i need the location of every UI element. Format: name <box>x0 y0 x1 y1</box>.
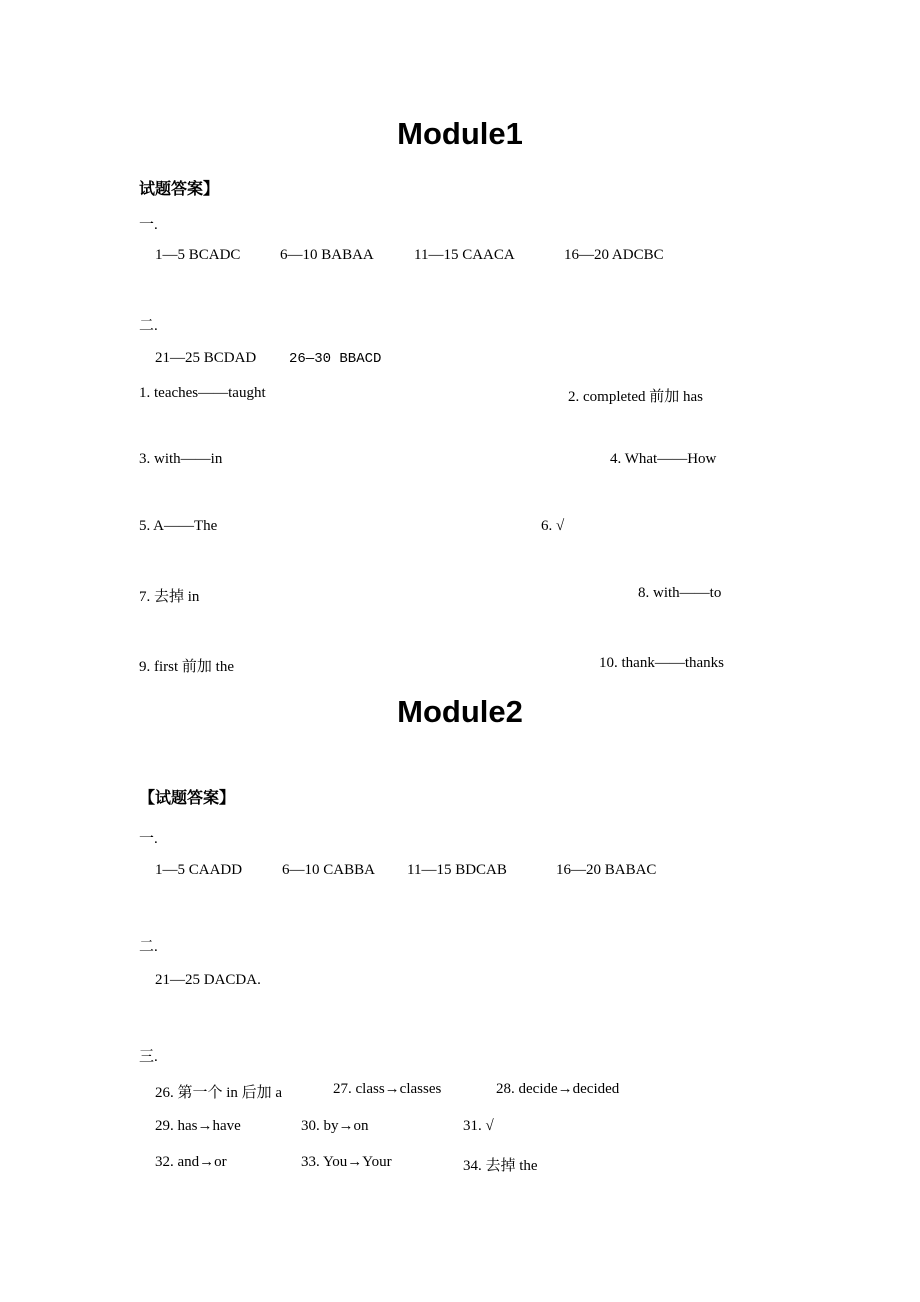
module2-answer-group: 1—5 CAADD <box>155 862 243 878</box>
module1-answer-group: 26—30 BBACD <box>289 351 382 367</box>
module2-section1-label: 一. <box>139 831 158 847</box>
module1-answers-heading: 试题答案】 <box>139 179 220 198</box>
module1-section2-label: 二. <box>139 318 158 334</box>
module2-answer-group: 6—10 CABBA <box>282 862 375 878</box>
module1-correction: 2. completed 前加 has <box>568 389 703 405</box>
module2-correction: 28. decide→decided <box>496 1081 620 1097</box>
module1-correction: 6. √ <box>541 518 565 534</box>
module1-correction: 4. What——How <box>610 451 717 467</box>
module1-answer-group: 21—25 BCDAD <box>155 350 257 366</box>
module1-answer-group: 6—10 BABAA <box>280 247 374 263</box>
module2-correction: 29. has→have <box>155 1118 241 1134</box>
module1-correction: 3. with——in <box>139 451 223 467</box>
module2-correction: 27. class→classes <box>333 1081 442 1097</box>
module1-correction: 1. teaches——taught <box>139 385 266 401</box>
module2-answer-group: 11—15 BDCAB <box>407 862 507 878</box>
module2-correction: 33. You→Your <box>301 1154 392 1170</box>
module1-title: Module1 <box>397 116 523 151</box>
module1-correction: 7. 去掉 in <box>139 589 200 605</box>
module1-correction: 8. with——to <box>638 585 722 601</box>
module2-section2-label: 二. <box>139 939 158 955</box>
module2-correction: 32. and→or <box>155 1154 227 1170</box>
module2-title: Module2 <box>397 694 523 729</box>
module2-correction: 30. by→on <box>301 1118 369 1134</box>
module1-answer-group: 11—15 CAACA <box>414 247 515 263</box>
module1-section1-label: 一. <box>139 217 158 233</box>
module2-correction: 31. √ <box>463 1118 494 1134</box>
module2-section3-label: 三. <box>139 1049 158 1065</box>
module2-answers-heading: 【试题答案】 <box>139 788 236 807</box>
module1-correction: 5. A——The <box>139 518 218 534</box>
module1-correction: 9. first 前加 the <box>139 659 234 675</box>
module2-answer-group: 21—25 DACDA. <box>155 972 261 988</box>
module2-answer-group: 16—20 BABAC <box>556 862 657 878</box>
module2-correction: 34. 去掉 the <box>463 1158 538 1174</box>
module1-correction: 10. thank——thanks <box>599 655 724 671</box>
module1-answer-group: 1—5 BCADC <box>155 247 241 263</box>
module2-correction: 26. 第一个 in 后加 a <box>155 1085 283 1101</box>
module1-answer-group: 16—20 ADCBC <box>564 247 664 263</box>
